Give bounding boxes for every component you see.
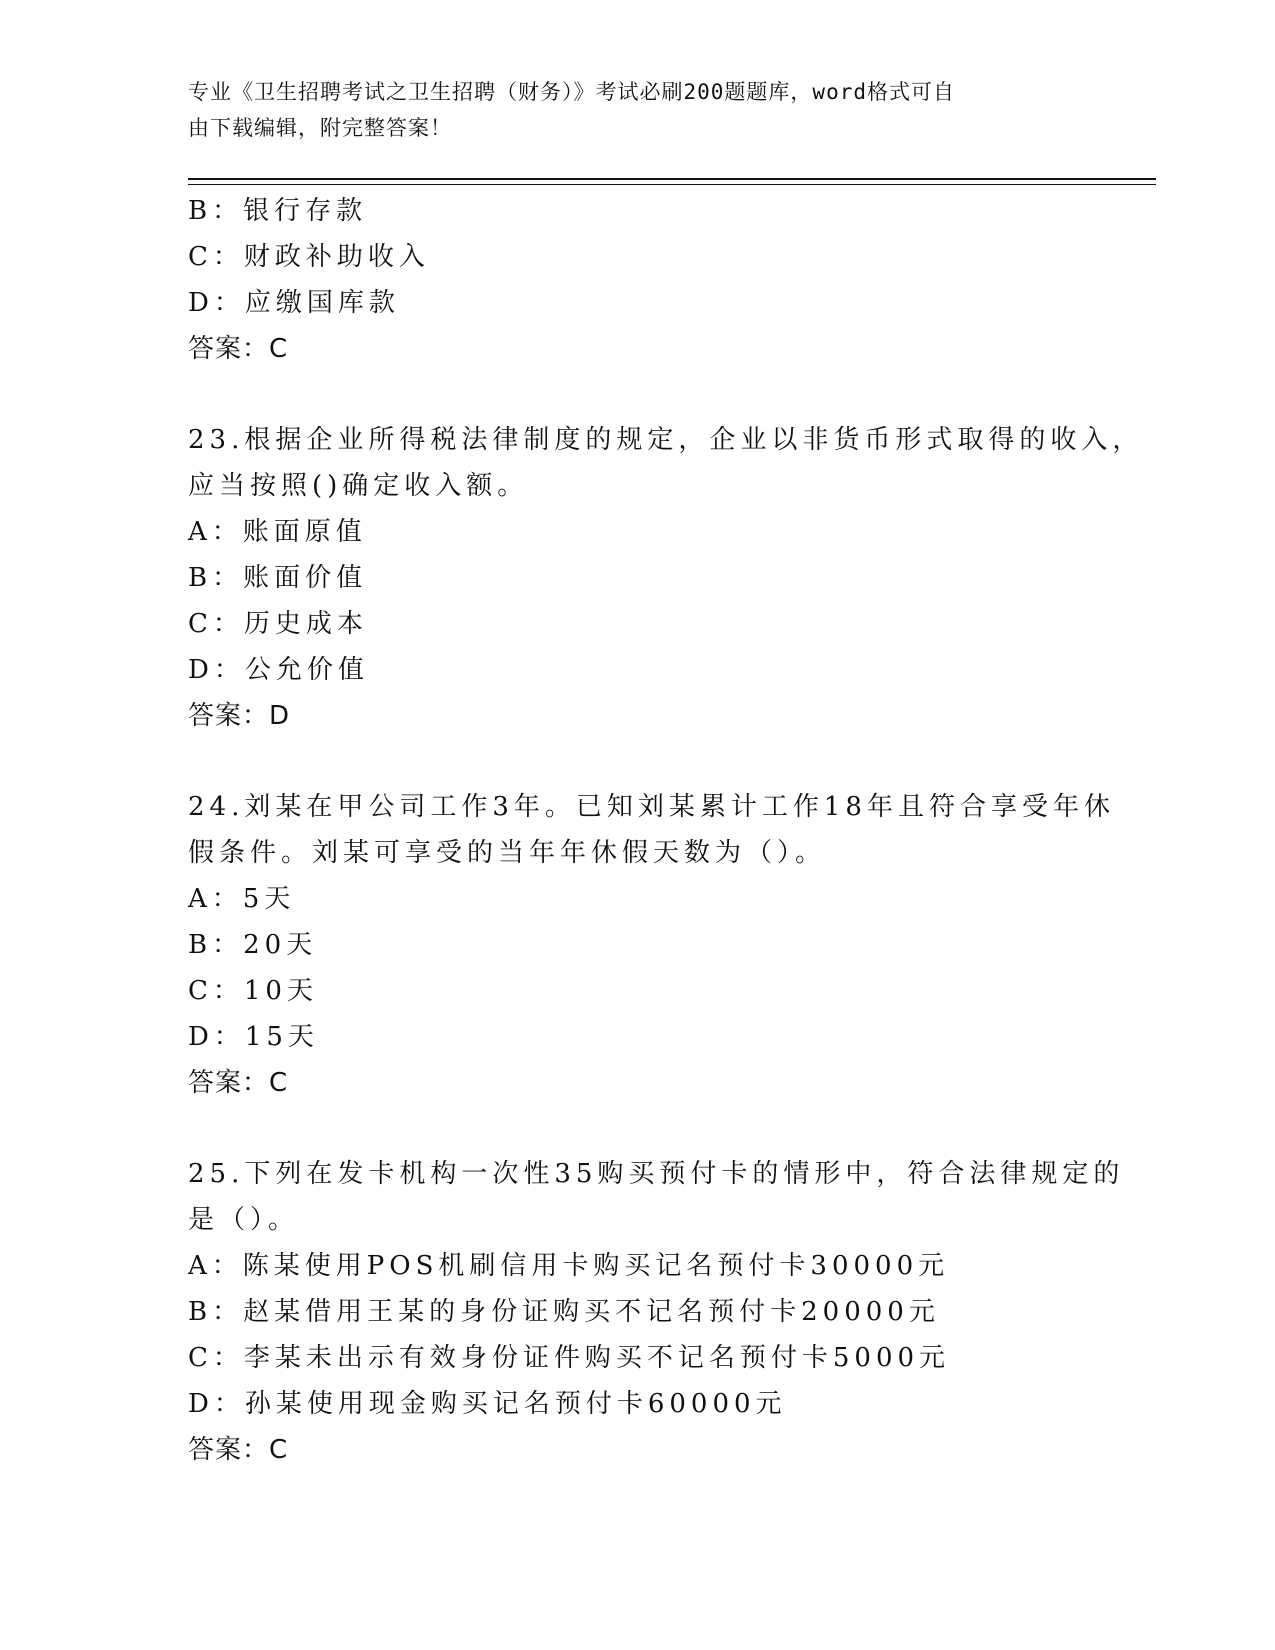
answer-line: 答案：C — [188, 334, 289, 364]
header-rule-thin — [188, 184, 1156, 185]
option-d: D：应缴国库款 — [188, 288, 400, 318]
header-line-1: 专业《卫生招聘考试之卫生招聘（财务）》考试必刷200题题库，word格式可自 — [188, 80, 955, 104]
option-b: B：20天 — [188, 930, 318, 960]
question-stem-line-1: 23.根据企业所得税法律制度的规定，企业以非货币形式取得的收入， — [188, 425, 1144, 455]
option-c: C：10天 — [188, 976, 318, 1006]
question-24 — [188, 784, 1115, 1106]
question-25 — [188, 1151, 1125, 1473]
option-c: C：历史成本 — [188, 609, 368, 639]
question-23 — [188, 417, 1144, 739]
answer-line: 答案：D — [188, 701, 291, 731]
option-d: D：15天 — [188, 1022, 319, 1052]
document-header — [188, 74, 1068, 146]
answer-line: 答案：C — [188, 1435, 289, 1465]
option-d: D：公允价值 — [188, 655, 369, 685]
header-rule-thick — [188, 178, 1156, 180]
question-stem-line-1: 25.下列在发卡机构一次性35购买预付卡的情形中，符合法律规定的 — [188, 1159, 1125, 1189]
option-a: A：5天 — [188, 884, 296, 914]
option-b: B：银行存款 — [188, 196, 368, 226]
question-stem-line-2: 应当按照()确定收入额。 — [188, 471, 529, 501]
option-b: B：赵某借用王某的身份证购买不记名预付卡20000元 — [188, 1297, 940, 1327]
question-stem-line-2: 假条件。刘某可享受的当年年休假天数为（）。 — [188, 838, 827, 868]
question-list — [188, 188, 1144, 1473]
question-stem-line-2: 是（）。 — [188, 1205, 300, 1235]
question-22-continued — [188, 188, 1088, 372]
option-a: A：账面原值 — [188, 517, 367, 547]
option-b: B：账面价值 — [188, 563, 368, 593]
option-d: D：孙某使用现金购买记名预付卡60000元 — [188, 1389, 787, 1419]
option-c: C：财政补助收入 — [188, 242, 430, 272]
header-line-2: 由下载编辑，附完整答案！ — [188, 116, 452, 140]
answer-line: 答案：C — [188, 1068, 289, 1098]
option-a: A：陈某使用POS机刷信用卡购买记名预付卡30000元 — [188, 1251, 950, 1281]
question-stem-line-1: 24.刘某在甲公司工作3年。已知刘某累计工作18年且符合享受年休 — [188, 792, 1115, 822]
option-c: C：李某未出示有效身份证件购买不记名预付卡5000元 — [188, 1343, 951, 1373]
